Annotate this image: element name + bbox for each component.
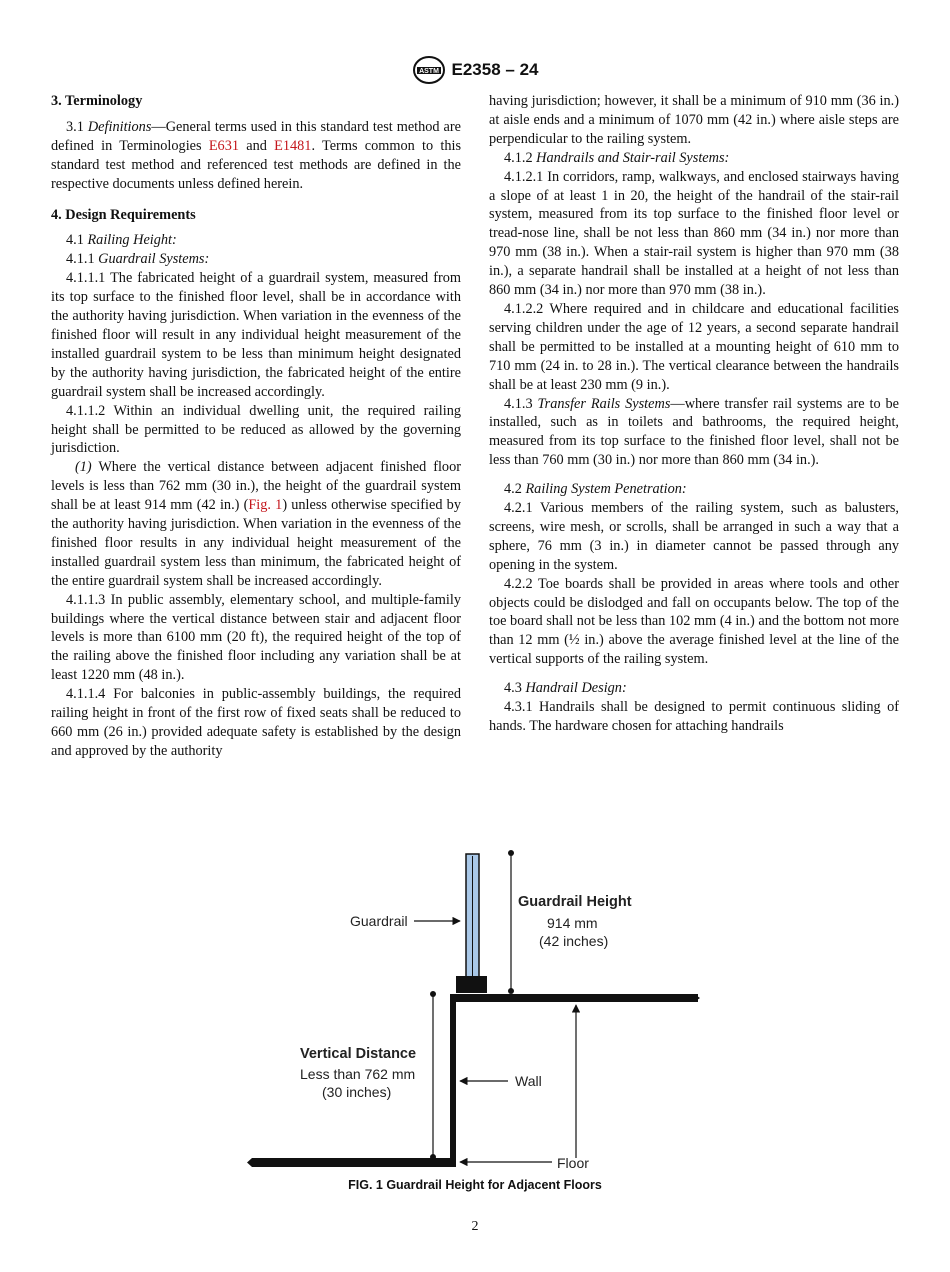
vertical-distance-mm: Less than 762 mm	[300, 1066, 416, 1082]
floor-label: Floor	[557, 1155, 589, 1171]
heading-4-1-2: 4.1.2 Handrails and Stair-rail Systems:	[504, 149, 730, 166]
paragraph-4-1-1-3: 4.1.1.3 In public assembly, elementary school, and multiple-family buildings where the vertical distance between stair and adjacent floor levels is more than 6100 mm (20 ft), the required height of the top of the railing above the finished floor including any variation shall be at least 1220 mm (48 in.).	[51, 591, 461, 684]
paragraph-3-1: 3.1 Definitions—General terms used in this standard test method are defined in Terminologies E631 and E1481. Terms common to this standard test method and referenced test methods are defined in the respective documents unless defined herein.	[51, 118, 462, 192]
paragraph-4-1-1-2: 4.1.1.2 Within an individual dwelling unit, the required railing height shall be permitted to be reduced as allowed by the governing jurisdiction.	[51, 402, 461, 457]
lower-floor-slab	[252, 1158, 456, 1167]
paragraph-4-3-1: 4.3.1 Handrails shall be designed to permit continuous sliding of hands. The hardware chosen for attaching handrails	[489, 699, 899, 734]
link-e1481[interactable]: E1481	[274, 137, 312, 154]
wall	[450, 994, 456, 1166]
upper-floor-slab	[450, 994, 698, 1002]
heading-4-2: 4.2 Railing System Penetration:	[504, 481, 687, 498]
paragraph-4-1-1-4-continued: having jurisdiction; however, it shall be a minimum of 910 mm (36 in.) at aisle ends and a minimum of 1070 mm (42 in.) where aisle steps are perpendicular to the railing system.	[489, 93, 899, 147]
section-3-heading: 3. Terminology	[51, 93, 143, 109]
paragraph-4-2-1: 4.2.1 Various members of the railing system, such as balusters, screens, wire mesh, or scrolls, shall be arranged in such a way that a sphere, 76 mm (3 in.) in diameter cannot be passed through any opening in the system.	[489, 500, 899, 573]
paragraph-4-1-1-4: 4.1.1.4 For balconies in public-assembly buildings, the required railing height in front of the first row of fixed seats shall be reduced to 660 mm (26 in.) provided adequate safety is established by the design and approved by the authority	[51, 686, 461, 759]
astm-logo-icon	[412, 55, 446, 85]
figure-1	[240, 848, 710, 1178]
right-column	[489, 92, 899, 736]
standard-designation: E2358 – 24	[451, 60, 539, 79]
guardrail-base	[456, 976, 487, 993]
guardrail-height-title: Guardrail Height	[518, 894, 632, 910]
wall-label: Wall	[515, 1073, 542, 1089]
figure-1-diagram	[240, 848, 710, 1178]
guardrail-height-in: (42 inches)	[539, 933, 609, 949]
page-number: 2	[471, 1219, 479, 1234]
page-header	[0, 55, 950, 90]
link-e631[interactable]: E631	[208, 137, 239, 154]
link-fig-1[interactable]: Fig. 1	[248, 497, 283, 514]
figure-1-caption: FIG. 1 Guardrail Height for Adjacent Floors	[348, 1178, 602, 1192]
paragraph-4-1-1-2-item-1: (1) Where the vertical distance between adjacent finished floor levels is less than 762 mm (30 in.), the height of the guardrail system shall be at least 914 mm (42 in.) (Fig. 1) unless otherwise specified by the authority having jurisdiction. When variation in the evenness of the finished floor results in any individual height measurement of the installed guardrail system less than minimum, the fabricated height of the entire guardrail system shall be increased accordingly.	[51, 459, 461, 589]
svg-text:ASTM: ASTM	[418, 68, 439, 75]
left-column	[51, 92, 461, 761]
section-4-heading: 4. Design Requirements	[51, 206, 196, 223]
paragraph-4-1-3: 4.1.3 Transfer Rails Systems—where transfer rail systems are to be installed, such as in toilets and bathrooms, the required height, measured from its top surface to the finished floor level, shall not be less than 760 mm (30 in.) nor more than 860 mm (34 in.).	[489, 395, 899, 469]
paragraph-4-2-2: 4.2.2 Toe boards shall be provided in areas where tools and other objects could be dislodged and fall on occupants below. The top of the toe board shall not be less than 102 mm (4 in.) and the bottom not more than 12 mm (½ in.) above the average finished level at the line of the vertical supports of the railing system.	[489, 575, 899, 668]
vertical-distance-title: Vertical Distance	[300, 1046, 417, 1062]
heading-4-1: 4.1 Railing Height:	[66, 232, 177, 249]
paragraph-4-1-2-2: 4.1.2.2 Where required and in childcare and educational facilities serving children under the age of 12 years, a second separate handrail shall be permitted to be installed at a mounting height of 610 mm to 710 mm (24 in. to 28 in.). The vertical clearance between the handrails shall be at least 230 mm (9 in.).	[489, 300, 899, 393]
guardrail-label: Guardrail	[350, 913, 408, 929]
heading-4-3: 4.3 Handrail Design:	[504, 680, 627, 697]
heading-4-1-1: 4.1.1 Guardrail Systems:	[66, 251, 210, 268]
paragraph-4-1-1-1: 4.1.1.1 The fabricated height of a guardrail system, measured from its top surface to the finished floor level, shall be in accordance with the authority having jurisdiction. When variation in the evenness of the finished floor will result in any individual height measurement of the installed guardrail system to be less than minimum height designated by the authority having jurisdiction, the fabricated height of the entire guardrail system shall be increased accordingly.	[51, 270, 461, 400]
guardrail-height-mm: 914 mm	[547, 915, 598, 931]
vertical-distance-in: (30 inches)	[322, 1084, 392, 1100]
paragraph-4-1-2-1: 4.1.2.1 In corridors, ramp, walkways, and enclosed stairways having a slope of at least 1 in 20, the height of the handrail of the stair-rail system, measured from its top surface to the finished floor level or tread-nose line, shall be not less than 860 mm (34 in.) nor more than 970 mm (38 in.). When a stair-rail system is higher than 970 mm (38 in.), a separate handrail shall be installed at a height of not less than 860 mm (34 in.) nor more than 970 mm (38 in.).	[489, 168, 899, 299]
